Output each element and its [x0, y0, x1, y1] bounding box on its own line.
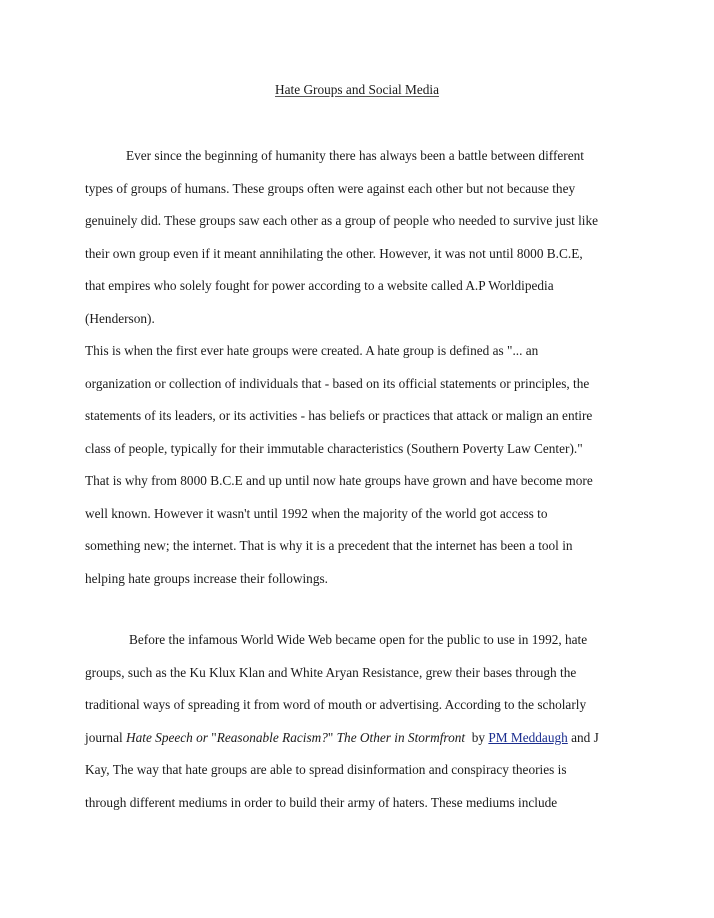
document-title: Hate Groups and Social Media [275, 82, 439, 97]
text-line: genuinely did. These groups saw each other as a group of people who needed to survive just like [85, 213, 599, 228]
paragraph-3 [85, 624, 633, 819]
by-text: by [465, 729, 489, 745]
text-line: helping hate groups increase their followings. [85, 570, 328, 586]
text-line: statements of its leaders, or its activities - has beliefs or practices that attack or malign an entire [85, 408, 593, 423]
text-line: that empires who solely fought for power according to a website called A.P Worldipedia [85, 278, 554, 293]
text-line: through different mediums in order to build their army of haters. These mediums include [85, 794, 558, 810]
text-line: their own group even if it meant annihilating the other. However, it was not until 8000 B.C.E, [85, 245, 583, 261]
journal-suffix: and J [567, 729, 599, 745]
paragraph-1 [85, 140, 633, 335]
text-line: class of people, typically for their immutable characteristics (Southern Poverty Law Center)." [85, 440, 583, 456]
quote-close: " [327, 729, 334, 745]
paragraph-2 [85, 335, 633, 595]
journal-citation-line [85, 722, 633, 755]
text-line: Kay, The way that hate groups are able to spread disinformation and conspiracy theories is [85, 762, 567, 777]
text-line: This is when the first ever hate groups were created. A hate group is defined as "... an [85, 343, 539, 358]
text-line: well known. However it wasn't until 1992 when the majority of the world got access to [85, 505, 548, 521]
text-line: (Henderson). [85, 310, 155, 326]
text-line: That is why from 8000 B.C.E and up until now hate groups have grown and have become more [85, 473, 593, 488]
text-line: Ever since the beginning of humanity there has always been a battle between different [126, 148, 584, 163]
journal-title-part-1: Hate Speech or [126, 729, 212, 745]
journal-prefix: journal [85, 729, 126, 745]
text-line: traditional ways of spreading it from word of mouth or advertising. According to the scholarly [85, 697, 587, 712]
author-link[interactable]: PM Meddaugh [488, 729, 568, 745]
text-line: groups, such as the Ku Klux Klan and White Aryan Resistance, grew their bases through the [85, 664, 577, 680]
text-line: something new; the internet. That is why it is a precedent that the internet has been a tool in [85, 538, 573, 553]
journal-title-part-2: Reasonable Racism? [216, 729, 328, 745]
quote-open: " [211, 729, 217, 745]
text-line: Before the infamous World Wide Web became open for the public to use in 1992, hate [129, 632, 588, 647]
text-line: organization or collection of individuals that - based on its official statements or principles, the [85, 375, 590, 391]
text-line: types of groups of humans. These groups often were against each other but not because they [85, 180, 576, 196]
journal-title-part-3: The Other in Stormfront [333, 729, 466, 745]
